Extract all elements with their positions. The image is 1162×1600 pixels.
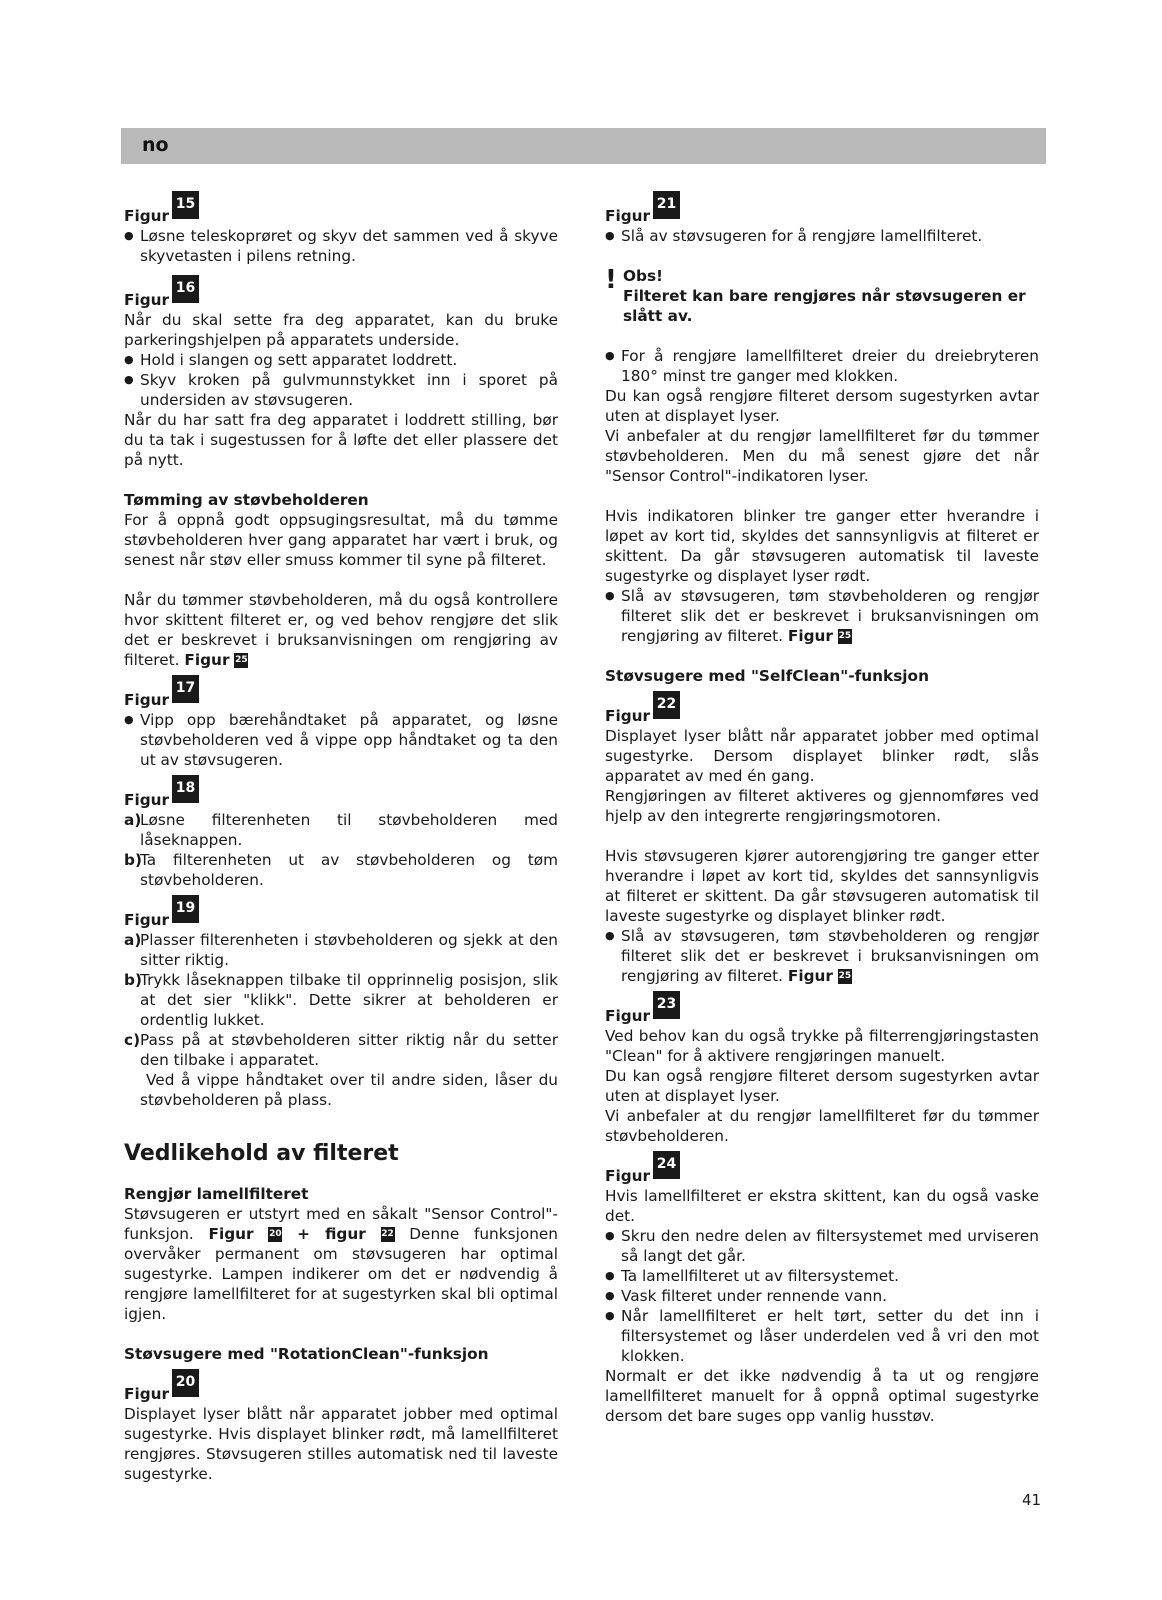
paragraph: Hvis støvsugeren kjører autorengjøring tre ganger etter hverandre i løpet av kort tid, skyldes det sannsynligvis at filteret er skittent. Da går støvsugeren automatisk til laveste sugestyrke og displayet blinker rødt.: [605, 847, 1039, 925]
figure-heading-22: [605, 692, 1039, 726]
list-item: ● Når lamellfilteret er helt tørt, setter du det inn i filtersystemet og låser underdelen ved å vri den mot klokken.: [605, 1306, 1039, 1366]
paragraph: Vi anbefaler at du rengjør lamellfilteret før du tømmer støvbeholderen. Men du må senest gjøre det når "Sensor Control"-indikatoren lyser.: [605, 427, 1039, 485]
language-code: no: [142, 134, 169, 156]
figure-ref-badge: 25: [234, 653, 248, 668]
subheading: Støvsugere med "SelfClean"-funksjon: [605, 667, 929, 685]
warning-text: Filteret kan bare rengjøres når støvsugeren er slått av.: [623, 287, 1026, 325]
figure-ref-badge: 25: [838, 629, 852, 644]
list-item: ● Hold i slangen og sett apparatet loddrett.: [124, 350, 558, 370]
step-text: Ta filterenheten ut av støvbeholderen og tøm støvbeholderen.: [140, 851, 558, 889]
figure-heading-15: [124, 192, 558, 226]
figure-heading-21: [605, 192, 1039, 226]
warning-icon: !: [605, 265, 617, 295]
paragraph: Rengjøringen av filteret aktiveres og gjennomføres ved hjelp av den integrerte rengjøringsmotoren.: [605, 787, 1039, 825]
figure-label: Figur: [605, 1167, 651, 1185]
figure-ref-label: Figur: [787, 627, 833, 645]
paragraph: [124, 1204, 558, 1324]
list-item: [124, 970, 558, 1030]
step-marker: a): [124, 811, 142, 829]
paragraph: Normalt er det ikke nødvendig å ta ut og rengjøre lamellfilteret manuelt for å oppnå optimal sugestyrke dersom det bare suges opp vanlig husstøv.: [605, 1367, 1039, 1425]
figure-label: Figur: [124, 911, 170, 929]
paragraph: Ved behov kan du også trykke på filterrengjøringstasten "Clean" for å aktivere rengjøringen manuelt.: [605, 1027, 1039, 1065]
step-text: Plasser filterenheten i støvbeholderen og sjekk at den sitter riktig.: [140, 931, 558, 969]
step-text: Pass på at støvbeholderen sitter riktig når du setter den tilbake i apparatet.: [140, 1031, 558, 1069]
paragraph: Du kan også rengjøre filteret dersom sugestyrken avtar uten at displayet lyser.: [605, 387, 1039, 425]
paragraph: Når du har satt fra deg apparatet i loddrett stilling, bør du ta tak i sugestussen for å løfte det eller plassere det på nytt.: [124, 411, 558, 469]
section-title: Vedlikehold av filteret: [124, 1141, 399, 1166]
paragraph: Hvis indikatoren blinker tre ganger etter hverandre i løpet av kort tid, skyldes det sannsynligvis at filteret er skittent. Da går støvsugeren automatisk til laveste sugestyrke og displayet lyser rødt.: [605, 507, 1039, 585]
figure-ref-label: Figur: [184, 651, 230, 669]
paragraph: Displayet lyser blått når apparatet jobber med optimal sugestyrke. Hvis displayet blinker rødt, må lamellfilteret rengjøres. Støvsugeren stilles automatisk ned til laveste sugestyrke.: [124, 1405, 558, 1483]
step-text-continued: Ved å vippe håndtaket over til andre siden, låser du støvbeholderen på plass.: [140, 1071, 558, 1109]
figure-number-badge: 23: [653, 991, 680, 1019]
list-item: [124, 850, 558, 890]
figure-number-badge: 18: [172, 775, 199, 803]
figure-number-badge: 20: [172, 1369, 199, 1397]
left-column: [124, 192, 558, 1484]
list-item: [605, 926, 1039, 986]
list-item: [124, 930, 558, 970]
paragraph: [124, 590, 558, 670]
figure-heading-24: [605, 1152, 1039, 1186]
list-item: ● Skru den nedre delen av filtersystemet med urviseren så langt det går.: [605, 1226, 1039, 1266]
bullet-list: [605, 586, 1039, 646]
figure-heading-16: [124, 276, 558, 310]
step-list: [124, 930, 558, 1110]
step-marker: c): [124, 1031, 141, 1049]
figure-number-badge: 21: [653, 191, 680, 219]
figure-ref-label: Figur: [208, 1225, 254, 1243]
figure-number-badge: 17: [172, 675, 199, 703]
list-item-text: Slå av støvsugeren, tøm støvbeholderen og rengjør filteret slik det er beskrevet i bruksanvisningen om rengjøring av filteret.: [621, 927, 1039, 985]
page-number: 41: [1022, 1491, 1042, 1509]
bullet-list: [605, 226, 1039, 246]
bullet-list: [124, 710, 558, 770]
figure-number-badge: 15: [172, 191, 199, 219]
step-text: Løsne filterenheten til støvbeholderen med låseknappen.: [140, 811, 558, 849]
figure-label: Figur: [605, 707, 651, 725]
subheading: Tømming av støvbeholderen: [124, 491, 369, 509]
figure-label: Figur: [605, 207, 651, 225]
list-item: ● Vipp opp bærehåndtaket på apparatet, og løsne støvbeholderen ved å vippe opp håndtaket og ta den ut av støvsugeren.: [124, 710, 558, 770]
list-item: ● For å rengjøre lamellfilteret dreier du dreiebryteren 180° minst tre ganger med klokken.: [605, 346, 1039, 386]
figure-label: Figur: [605, 1007, 651, 1025]
figure-label: Figur: [124, 1385, 170, 1403]
figure-heading-19: [124, 896, 558, 930]
list-item: ● Slå av støvsugeren for å rengjøre lamellfilteret.: [605, 226, 1039, 246]
warning-note: [605, 266, 1039, 326]
figure-heading-23: [605, 992, 1039, 1026]
step-marker: a): [124, 931, 142, 949]
paragraph-text: Støvsugeren er utstyrt med en såkalt "Sensor Control"-funksjon.: [124, 1205, 558, 1243]
bullet-list: [605, 1226, 1039, 1366]
figure-number-badge: 16: [172, 275, 199, 303]
figure-number-badge: 19: [172, 895, 199, 923]
list-item: ● Vask filteret under rennende vann.: [605, 1286, 1039, 1306]
paragraph: Displayet lyser blått når apparatet jobber med optimal sugestyrke. Dersom displayet blinker rødt, slås apparatet av med én gang.: [605, 727, 1039, 785]
figure-ref-badge: 25: [838, 969, 852, 984]
paragraph: For å oppnå godt oppsugingsresultat, må du tømme støvbeholderen hver gang apparatet har vært i bruk, og senest når støv eller smuss kommer til syne på filteret.: [124, 511, 558, 569]
figure-label: Figur: [124, 207, 170, 225]
step-list: [124, 810, 558, 890]
list-item: [605, 586, 1039, 646]
bullet-list: [124, 226, 558, 266]
list-item: ● Skyv kroken på gulvmunnstykket inn i sporet på undersiden av støvsugeren.: [124, 370, 558, 410]
paragraph-text: Når du tømmer støvbeholderen, må du også kontrollere hvor skittent filteret er, og ved behov rengjøre det slik det er beskrevet i bruksanvisningen om rengjøring av filteret.: [124, 591, 558, 669]
list-item: [124, 1030, 558, 1110]
right-column: [605, 192, 1039, 1426]
list-item: ● Ta lamellfilteret ut av filtersystemet.: [605, 1266, 1039, 1286]
language-header-bar: [121, 128, 1046, 164]
subheading: Rengjør lamellfilteret: [124, 1185, 309, 1203]
figure-number-badge: 22: [653, 691, 680, 719]
figure-label: Figur: [124, 791, 170, 809]
step-marker: b): [124, 971, 142, 989]
figure-ref-badge: 22: [381, 1227, 395, 1242]
figure-ref-badge: 20: [268, 1227, 282, 1242]
figure-ref-label: + figur: [297, 1225, 366, 1243]
paragraph-text: Denne funksjonen overvåker permanent om støvsugeren har optimal sugestyrke. Lampen indikerer om det er nødvendig å rengjøre lamellfilteret for at sugestyrken skal bli optimal igjen.: [124, 1225, 558, 1323]
paragraph: Hvis lamellfilteret er ekstra skittent, kan du også vaske det.: [605, 1187, 1039, 1225]
list-item-text: Slå av støvsugeren, tøm støvbeholderen og rengjør filteret slik det er beskrevet i bruksanvisningen om rengjøring av filteret.: [621, 587, 1039, 645]
paragraph: Vi anbefaler at du rengjør lamellfilteret før du tømmer støvbeholderen.: [605, 1107, 1039, 1145]
step-marker: b): [124, 851, 142, 869]
list-item: ● Løsne teleskoprøret og skyv det sammen ved å skyve skyvetasten i pilens retning.: [124, 226, 558, 266]
figure-number-badge: 24: [653, 1151, 680, 1179]
bullet-list: [605, 346, 1039, 386]
paragraph: Når du skal sette fra deg apparatet, kan du bruke parkeringshjelpen på apparatets underside.: [124, 311, 558, 349]
warning-title: Obs!: [623, 267, 664, 285]
list-item: [124, 810, 558, 850]
figure-heading-18: [124, 776, 558, 810]
bullet-list: [124, 350, 558, 410]
figure-label: Figur: [124, 291, 170, 309]
paragraph: Du kan også rengjøre filteret dersom sugestyrken avtar uten at displayet lyser.: [605, 1067, 1039, 1105]
subheading: Støvsugere med "RotationClean"-funksjon: [124, 1345, 489, 1363]
figure-heading-20: [124, 1370, 558, 1404]
figure-ref-label: Figur: [787, 967, 833, 985]
figure-heading-17: [124, 676, 558, 710]
figure-label: Figur: [124, 691, 170, 709]
step-text: Trykk låseknappen tilbake til opprinnelig posisjon, slik at det sier "klikk". Dette sikrer at beholderen er ordentlig lukket.: [140, 971, 558, 1029]
bullet-list: [605, 926, 1039, 986]
